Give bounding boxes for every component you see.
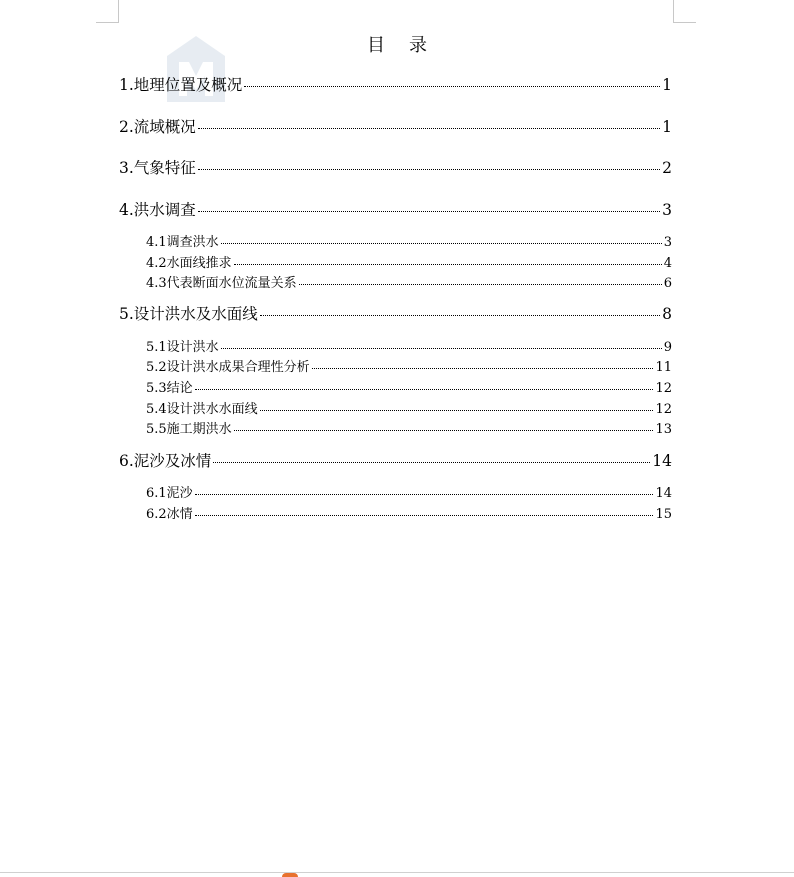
dot-leader bbox=[198, 128, 660, 129]
toc-entry-label: 5.3结论 bbox=[146, 381, 193, 396]
toc-entry-section[interactable] bbox=[146, 252, 672, 270]
toc-entry-page-number: 1 bbox=[662, 118, 672, 136]
dot-leader bbox=[299, 284, 662, 285]
toc-entry-chapter[interactable] bbox=[119, 156, 672, 178]
toc-entry-label: 2.流域概况 bbox=[119, 118, 196, 136]
toc-entry-section[interactable] bbox=[146, 231, 672, 249]
toc-entry-page-number: 13 bbox=[655, 422, 672, 437]
toc-entry-chapter[interactable] bbox=[119, 198, 672, 220]
toc-entry-page-number: 12 bbox=[655, 381, 672, 396]
toc-entry-page-number: 1 bbox=[662, 76, 672, 94]
toc-entry-label: 5.设计洪水及水面线 bbox=[119, 305, 258, 323]
toc-entry-label: 5.5施工期洪水 bbox=[146, 422, 232, 437]
dot-leader bbox=[213, 462, 650, 463]
toc-entry-page-number: 14 bbox=[655, 486, 672, 501]
toc-entry-label: 4.1调查洪水 bbox=[146, 235, 219, 250]
dot-leader bbox=[260, 410, 654, 411]
toc-entry-page-number: 14 bbox=[652, 452, 672, 470]
toc-entry-page-number: 8 bbox=[662, 305, 672, 323]
toc-entry-label: 5.4设计洪水水面线 bbox=[146, 402, 258, 417]
crop-mark-top-right bbox=[673, 0, 696, 23]
dot-leader bbox=[244, 86, 660, 87]
toc-entry-label: 4.2水面线推求 bbox=[146, 256, 232, 271]
toc-entry-section[interactable] bbox=[146, 336, 672, 354]
dot-leader bbox=[195, 494, 654, 495]
toc-entry-page-number: 12 bbox=[655, 402, 672, 417]
toc-entry-page-number: 3 bbox=[662, 201, 672, 219]
dot-leader bbox=[234, 430, 654, 431]
toc-entry-label: 4.洪水调查 bbox=[119, 201, 196, 219]
toc-entry-label: 5.2设计洪水成果合理性分析 bbox=[146, 360, 310, 375]
toc-entry-label: 6.2冰情 bbox=[146, 507, 193, 522]
toc-entry-page-number: 9 bbox=[663, 340, 672, 355]
toc-entry-section[interactable] bbox=[146, 418, 672, 436]
toc-entry-section[interactable] bbox=[146, 503, 672, 521]
toc-entry-page-number: 15 bbox=[655, 507, 672, 522]
toc-entry-page-number: 4 bbox=[663, 256, 672, 271]
toc-entry-section[interactable] bbox=[146, 377, 672, 395]
dot-leader bbox=[195, 515, 654, 516]
dot-leader bbox=[260, 315, 660, 316]
toc-entry-page-number: 3 bbox=[663, 235, 672, 250]
toc-entry-page-number: 2 bbox=[662, 159, 672, 177]
toc-entry-label: 6.1泥沙 bbox=[146, 486, 193, 501]
toc-entry-section[interactable] bbox=[146, 482, 672, 500]
toc-entry-section[interactable] bbox=[146, 356, 672, 374]
dot-leader bbox=[221, 243, 662, 244]
toc-entry-chapter[interactable] bbox=[119, 302, 672, 324]
toc-entry-section[interactable] bbox=[146, 398, 672, 416]
toc-entry-label: 3.气象特征 bbox=[119, 159, 196, 177]
toc-entry-page-number: 6 bbox=[663, 276, 672, 291]
toc-title: 目录 bbox=[367, 35, 451, 56]
toc-entry-label: 6.泥沙及冰情 bbox=[119, 452, 212, 470]
dot-leader bbox=[221, 348, 662, 349]
toc-entry-section[interactable] bbox=[146, 272, 672, 290]
accent-mark bbox=[282, 873, 298, 877]
toc-entry-page-number: 11 bbox=[655, 360, 672, 375]
toc-entry-chapter[interactable] bbox=[119, 115, 672, 137]
page-bottom-edge bbox=[0, 872, 794, 873]
toc-entry-label: 5.1设计洪水 bbox=[146, 340, 219, 355]
toc-entry-label: 4.3代表断面水位流量关系 bbox=[146, 276, 297, 291]
dot-leader bbox=[198, 169, 660, 170]
dot-leader bbox=[195, 389, 654, 390]
toc-entry-label: 1.地理位置及概况 bbox=[119, 76, 243, 94]
dot-leader bbox=[234, 264, 662, 265]
toc-entry-chapter[interactable] bbox=[119, 449, 672, 471]
toc-entry-chapter[interactable] bbox=[119, 73, 672, 95]
crop-mark-top-left bbox=[96, 0, 119, 23]
dot-leader bbox=[312, 368, 654, 369]
dot-leader bbox=[198, 211, 660, 212]
